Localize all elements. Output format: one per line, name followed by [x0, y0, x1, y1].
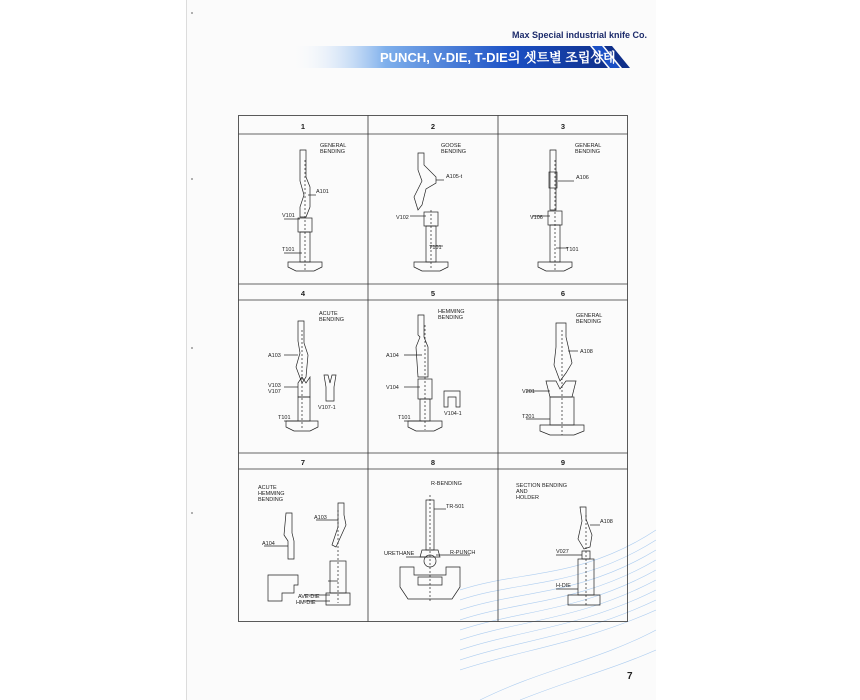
part-label: V107 — [268, 389, 281, 395]
part-label: V104-1 — [444, 411, 462, 417]
part-label: T101 — [398, 415, 411, 421]
part-label: AVE-DIE — [298, 594, 320, 600]
part-label: TR-501 — [446, 504, 465, 510]
bend-type-label: GENERAL — [320, 143, 347, 149]
bend-type-label: BENDING — [576, 319, 602, 325]
cell-number: 3 — [560, 122, 566, 131]
bend-type-label: GENERAL — [575, 143, 602, 149]
part-label: A101 — [316, 189, 329, 195]
part-label: V103 — [268, 383, 281, 389]
bend-type-label: GENERAL — [576, 313, 603, 319]
part-label: T101 — [429, 245, 442, 251]
cell-number: 7 — [300, 458, 306, 467]
cell-number: 5 — [430, 289, 436, 298]
page-number: 7 — [627, 671, 633, 682]
page-title: PUNCH, V-DIE, T-DIE의 셋트별 조립상태 — [380, 50, 616, 65]
assembly-table — [238, 115, 628, 622]
part-label: V101 — [282, 213, 295, 219]
scan-dot — [191, 512, 193, 514]
bend-type-label: BENDING — [575, 149, 601, 155]
bend-type-label: HOLDER — [516, 495, 539, 501]
part-label: R-PUNCH — [450, 550, 476, 556]
part-label: A105-t — [446, 174, 463, 180]
part-label: V201 — [522, 389, 535, 395]
scan-dot — [191, 12, 193, 14]
bend-type-label: GOOSE — [441, 143, 462, 149]
part-label: V102 — [396, 215, 409, 221]
part-label: URETHANE — [384, 551, 415, 557]
part-label: T101 — [566, 247, 579, 253]
bend-type-label: BENDING — [258, 497, 284, 503]
bend-type-label: ACUTE — [258, 485, 277, 491]
cell-number: 2 — [430, 122, 436, 131]
bend-type-label: HEMMING — [438, 309, 465, 315]
cell-number: 1 — [300, 122, 306, 131]
cell-number: 9 — [560, 458, 566, 467]
part-label: T101 — [278, 415, 291, 421]
part-label: A103 — [314, 515, 327, 521]
part-label: HM-DIE — [296, 600, 316, 606]
bend-type-label: R-BENDING — [431, 481, 462, 487]
page-edge — [186, 0, 187, 700]
part-label: A103 — [268, 353, 281, 359]
cell-number: 8 — [430, 458, 436, 467]
scan-dot — [191, 178, 193, 180]
scan-dot — [191, 347, 193, 349]
assembly-diagram-grid — [238, 115, 628, 622]
bend-type-label: BENDING — [319, 317, 345, 323]
cell-number: 6 — [560, 289, 566, 298]
company-name: Max Special industrial knife Co. — [512, 30, 648, 40]
part-label: A108 — [580, 349, 593, 355]
bend-type-label: ACUTE — [319, 311, 338, 317]
part-label: A106 — [576, 175, 589, 181]
part-label: A104 — [262, 541, 275, 547]
bend-type-label: AND — [516, 489, 528, 495]
part-label: V027 — [556, 549, 569, 555]
part-label: T101 — [282, 247, 295, 253]
part-label: A104 — [386, 353, 399, 359]
bend-type-label: BENDING — [320, 149, 346, 155]
part-label: V104 — [386, 385, 399, 391]
part-label: H-DIE — [556, 583, 571, 589]
bend-type-label: BENDING — [438, 315, 464, 321]
cell-number: 4 — [300, 289, 306, 298]
part-label: V107-1 — [318, 405, 336, 411]
bend-type-label: SECTION BENDING — [516, 483, 568, 489]
bend-type-label: BENDING — [441, 149, 467, 155]
part-label: V106 — [530, 215, 543, 221]
bend-type-label: HEMMING — [258, 491, 285, 497]
part-label: T201 — [522, 414, 535, 420]
part-label: A108 — [600, 519, 613, 525]
